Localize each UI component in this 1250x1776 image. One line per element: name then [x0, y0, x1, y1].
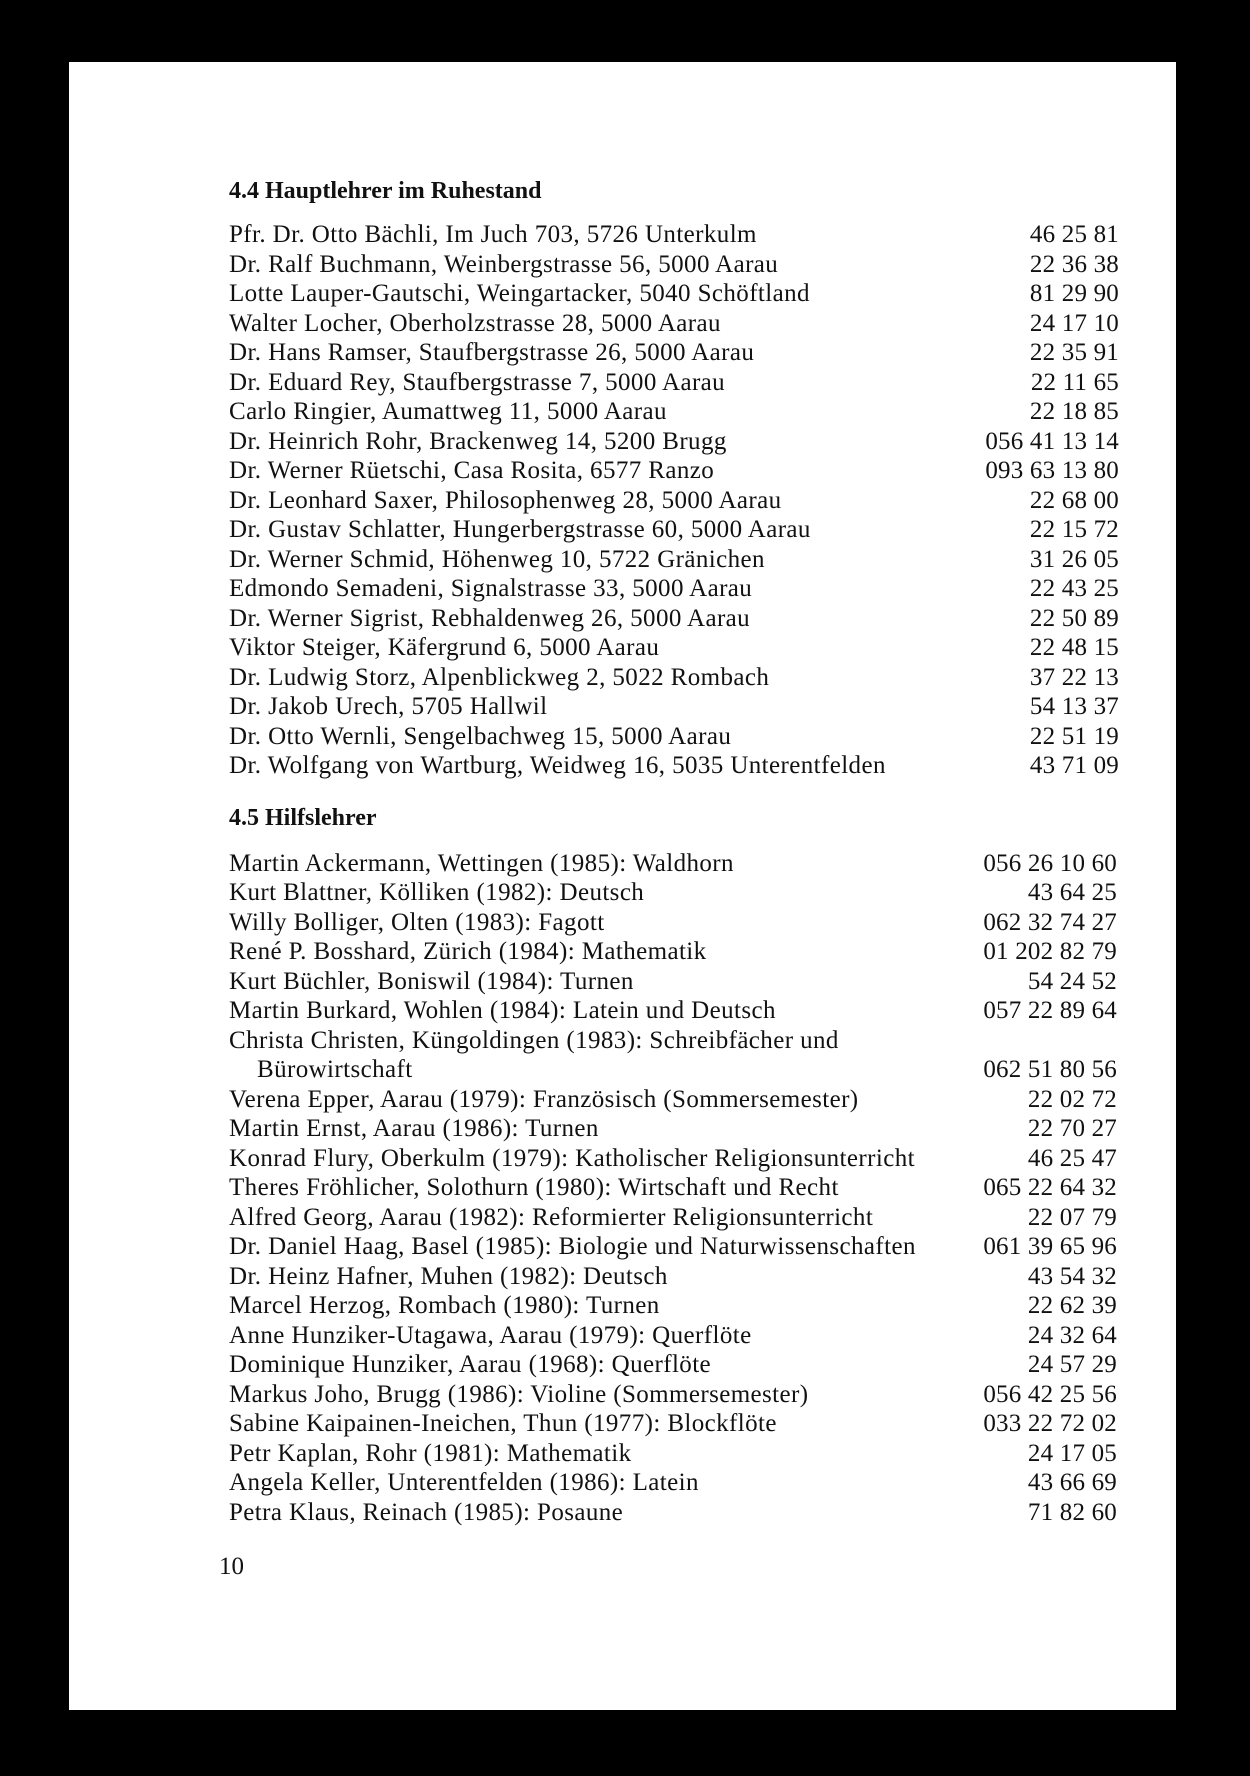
list-item — [229, 1173, 1117, 1203]
entry-name: Dr. Hans Ramser, Staufbergstrasse 26, 5000 Aarau — [229, 339, 755, 366]
entry-phone: 43 66 69 — [1027, 1469, 1117, 1496]
entry-name: Martin Ernst, Aarau (1986): Turnen — [229, 1115, 599, 1142]
entry-phone: 033 22 72 02 — [983, 1410, 1117, 1437]
entry-name: Theres Fröhlicher, Solothurn (1980): Wirtschaft und Recht — [229, 1174, 839, 1201]
entry-phone: 22 50 89 — [1029, 604, 1119, 632]
list-item — [229, 1321, 1117, 1351]
entry-name: Christa Christen, Küngoldingen (1983): Schreibfächer und — [229, 1026, 839, 1054]
entry-name: Konrad Flury, Oberkulm (1979): Katholischer Religionsunterricht — [229, 1144, 915, 1172]
list-item — [229, 967, 1117, 997]
list-item — [229, 692, 1119, 722]
entry-name: Kurt Büchler, Boniswil (1984): Turnen — [229, 967, 634, 995]
entry-name: Alfred Georg, Aarau (1982): Reformierter Religionsunterricht — [229, 1203, 874, 1231]
list-item — [229, 309, 1119, 339]
entry-name: Carlo Ringier, Aumattweg 11, 5000 Aarau — [229, 398, 667, 425]
entry-name: Sabine Kaipainen-Ineichen, Thun (1977): Blockflöte — [229, 1410, 777, 1437]
list-item — [229, 456, 1119, 486]
list-item — [229, 279, 1119, 309]
entry-phone: 24 17 05 — [1027, 1439, 1117, 1467]
list-item — [229, 878, 1117, 908]
entry-name: Dr. Werner Schmid, Höhenweg 10, 5722 Gränichen — [229, 545, 765, 573]
list-item — [229, 1026, 1117, 1085]
entry-phone: 22 02 72 — [1027, 1085, 1117, 1113]
entry-name: Marcel Herzog, Rombach (1980): Turnen — [229, 1292, 660, 1319]
entry-phone: 22 51 19 — [1029, 722, 1119, 750]
entry-phone: 22 70 27 — [1027, 1115, 1117, 1142]
list-item — [229, 427, 1119, 457]
list-item — [229, 1409, 1117, 1439]
page-content — [229, 176, 1189, 1527]
list-item — [229, 368, 1119, 398]
entry-phone: 22 15 72 — [1029, 516, 1119, 543]
list-item — [229, 1114, 1117, 1144]
retired-teachers-list — [229, 220, 1119, 781]
list-item — [229, 250, 1119, 280]
entry-phone: 22 07 79 — [1027, 1203, 1117, 1231]
entry-name: Dr. Jakob Urech, 5705 Hallwil — [229, 693, 548, 720]
entry-phone: 093 63 13 80 — [985, 457, 1119, 484]
list-item — [229, 604, 1119, 634]
entry-name: Willy Bolliger, Olten (1983): Fagott — [229, 908, 605, 936]
entry-phone: 43 71 09 — [1029, 752, 1119, 779]
entry-name: Dr. Daniel Haag, Basel (1985): Biologie und Naturwissenschaften — [229, 1233, 916, 1260]
entry-phone: 056 26 10 60 — [983, 849, 1117, 877]
entry-phone: 065 22 64 32 — [983, 1174, 1117, 1201]
entry-name: Lotte Lauper-Gautschi, Weingartacker, 5040 Schöftland — [229, 280, 810, 307]
list-item — [229, 1262, 1117, 1292]
entry-name: Anne Hunziker-Utagawa, Aarau (1979): Querflöte — [229, 1321, 752, 1349]
entry-phone: 46 25 81 — [1029, 221, 1119, 248]
list-item — [229, 1291, 1117, 1321]
entry-name: Pfr. Dr. Otto Bächli, Im Juch 703, 5726 Unterkulm — [229, 221, 757, 248]
entry-phone: 43 64 25 — [1027, 879, 1117, 906]
entry-name: Markus Joho, Brugg (1986): Violine (Sommersemester) — [229, 1380, 809, 1408]
entry-name: Dr. Werner Sigrist, Rebhaldenweg 26, 5000 Aarau — [229, 604, 751, 632]
entry-name: René P. Bosshard, Zürich (1984): Mathematik — [229, 938, 707, 965]
entry-name: Dr. Ludwig Storz, Alpenblickweg 2, 5022 Rombach — [229, 663, 770, 691]
entry-phone: 81 29 90 — [1029, 280, 1119, 307]
list-item — [229, 486, 1119, 516]
list-item — [229, 397, 1119, 427]
entry-phone: 062 51 80 56 — [983, 1056, 1117, 1083]
entry-name: Dr. Otto Wernli, Sengelbachweg 15, 5000 Aarau — [229, 722, 732, 750]
entry-name: Kurt Blattner, Kölliken (1982): Deutsch — [229, 879, 645, 906]
entry-name: Dr. Heinrich Rohr, Brackenweg 14, 5200 Brugg — [229, 427, 727, 455]
entry-phone: 22 68 00 — [1029, 486, 1119, 514]
list-item — [229, 996, 1117, 1026]
entry-phone: 43 54 32 — [1027, 1262, 1117, 1290]
entry-phone: 24 57 29 — [1027, 1351, 1117, 1378]
entry-name: Dr. Leonhard Saxer, Philosophenweg 28, 5000 Aarau — [229, 486, 782, 514]
list-item — [229, 1350, 1117, 1380]
list-item — [229, 633, 1119, 663]
entry-phone: 24 17 10 — [1029, 309, 1119, 337]
entry-phone: 24 32 64 — [1027, 1321, 1117, 1349]
list-item — [229, 220, 1119, 250]
entry-name: Petr Kaplan, Rohr (1981): Mathematik — [229, 1439, 632, 1467]
assistant-teachers-list — [229, 849, 1117, 1528]
list-item — [229, 663, 1119, 693]
entry-phone: 01 202 82 79 — [983, 938, 1117, 965]
list-item — [229, 751, 1119, 781]
entry-phone: 22 43 25 — [1029, 575, 1119, 602]
section-heading-assistant-teachers: 4.5 Hilfslehrer — [229, 804, 377, 831]
entry-phone: 37 22 13 — [1029, 663, 1119, 691]
document-page — [69, 62, 1176, 1710]
list-item — [229, 545, 1119, 575]
list-item — [229, 908, 1117, 938]
list-item — [229, 338, 1119, 368]
entry-name-continuation: Bürowirtschaft — [257, 1056, 413, 1083]
entry-name-block — [229, 1026, 977, 1085]
entry-name: Dominique Hunziker, Aarau (1968): Querflöte — [229, 1351, 712, 1378]
list-item — [229, 849, 1117, 879]
entry-name: Edmondo Semadeni, Signalstrasse 33, 5000 Aarau — [229, 575, 753, 602]
entry-phone: 54 13 37 — [1029, 693, 1119, 720]
list-item — [229, 937, 1117, 967]
list-item — [229, 515, 1119, 545]
entry-phone: 22 48 15 — [1029, 634, 1119, 661]
entry-name: Petra Klaus, Reinach (1985): Posaune — [229, 1498, 624, 1526]
entry-name: Angela Keller, Unterentfelden (1986): Latein — [229, 1469, 699, 1496]
list-item — [229, 1498, 1117, 1528]
entry-phone: 22 36 38 — [1029, 250, 1119, 278]
entry-name: Walter Locher, Oberholzstrasse 28, 5000 Aarau — [229, 309, 721, 337]
list-item — [229, 574, 1119, 604]
entry-phone: 46 25 47 — [1027, 1144, 1117, 1172]
entry-phone: 31 26 05 — [1029, 545, 1119, 573]
entry-name: Verena Epper, Aarau (1979): Französisch (Sommersemester) — [229, 1085, 859, 1113]
list-item — [229, 1085, 1117, 1115]
entry-name: Dr. Heinz Hafner, Muhen (1982): Deutsch — [229, 1262, 668, 1290]
entry-phone: 056 41 13 14 — [985, 427, 1119, 455]
list-item — [229, 1380, 1117, 1410]
entry-phone: 22 18 85 — [1029, 398, 1119, 425]
list-item — [229, 1203, 1117, 1233]
entry-phone: 061 39 65 96 — [983, 1233, 1117, 1260]
entry-phone: 056 42 25 56 — [983, 1380, 1117, 1408]
list-item — [229, 1232, 1117, 1262]
entry-phone: 54 24 52 — [1027, 967, 1117, 995]
list-item — [229, 722, 1119, 752]
entry-name: Dr. Werner Rüetschi, Casa Rosita, 6577 Ranzo — [229, 457, 715, 484]
entry-phone: 71 82 60 — [1027, 1498, 1117, 1526]
list-item — [229, 1468, 1117, 1498]
entry-name: Martin Ackermann, Wettingen (1985): Waldhorn — [229, 849, 734, 877]
entry-name: Viktor Steiger, Käfergrund 6, 5000 Aarau — [229, 634, 660, 661]
section-heading-retired-teachers: 4.4 Hauptlehrer im Ruhestand — [229, 178, 542, 204]
entry-phone: 22 35 91 — [1029, 339, 1119, 366]
entry-phone: 062 32 74 27 — [983, 908, 1117, 936]
entry-name: Dr. Gustav Schlatter, Hungerbergstrasse 60, 5000 Aarau — [229, 516, 811, 543]
page-number: 10 — [219, 1553, 244, 1580]
list-item — [229, 1439, 1117, 1469]
entry-name: Martin Burkard, Wohlen (1984): Latein und Deutsch — [229, 997, 776, 1024]
entry-phone: 057 22 89 64 — [983, 997, 1117, 1024]
list-item — [229, 1144, 1117, 1174]
entry-phone: 22 11 65 — [1030, 368, 1119, 396]
entry-phone: 22 62 39 — [1027, 1292, 1117, 1319]
entry-name: Dr. Ralf Buchmann, Weinbergstrasse 56, 5000 Aarau — [229, 250, 779, 278]
entry-name: Dr. Eduard Rey, Staufbergstrasse 7, 5000 Aarau — [229, 368, 726, 396]
entry-name: Dr. Wolfgang von Wartburg, Weidweg 16, 5035 Unterentfelden — [229, 752, 886, 779]
